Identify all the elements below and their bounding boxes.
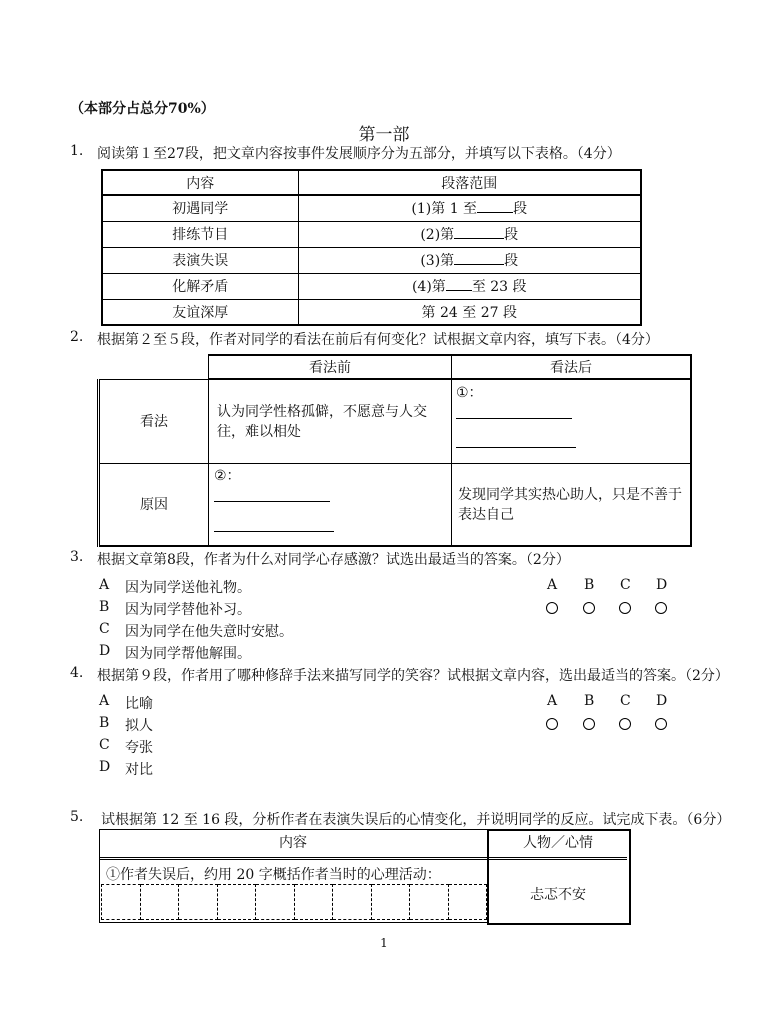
q5-col-content: 内容 — [279, 835, 307, 851]
answer-blank[interactable] — [477, 199, 513, 213]
q1-row — [102, 247, 641, 273]
q2-row-after: 发现同学其实热心助人，只是不善于表达自己 — [452, 463, 692, 546]
q1-row-range: (1)第 1 至 段 — [298, 195, 641, 221]
writing-grid — [101, 884, 487, 920]
answer-bubble-b[interactable] — [583, 718, 595, 730]
answer-letter: D — [656, 577, 668, 593]
answer-blank[interactable] — [454, 251, 504, 265]
answer-bubble-c[interactable] — [619, 602, 631, 614]
writing-cell[interactable] — [218, 884, 257, 920]
q2-row — [99, 379, 692, 463]
option-letter: D — [99, 759, 111, 775]
answer-bubble-a[interactable] — [546, 602, 558, 614]
q2-row-before: 认为同学性格孤僻，不愿意与人交往，难以相处 — [209, 379, 452, 463]
q1-row — [102, 195, 641, 221]
question-2-text: 根据第２至５段，作者对同学的看法在前后有何变化？试根据文章内容，填写下表。（4分） — [97, 332, 659, 348]
q1-row — [102, 273, 641, 299]
q1-row-range: (2)第 段 — [298, 221, 641, 247]
question-1-text: 阅读第１至27段，把文章内容按事件发展顺序分为五部分，并填写以下表格。（4分） — [97, 146, 621, 162]
answer-letter: A — [547, 577, 558, 593]
answer-letter: B — [584, 693, 595, 709]
q2-corner — [99, 355, 209, 379]
q1-row — [102, 221, 641, 247]
answer-line[interactable] — [214, 531, 334, 532]
writing-cell[interactable] — [333, 884, 372, 920]
option-text: 比喻 — [125, 696, 153, 712]
q2-answer-cell — [452, 379, 692, 463]
q1-row-label: 初遇同学 — [102, 195, 298, 221]
q5-row-marker: ①作者失误后，约用 20 字概括作者当时的心理活动： — [106, 867, 441, 883]
answer-line[interactable] — [214, 501, 330, 502]
question-4-text: 根据第９段，作者用了哪种修辞手法来描写同学的笑容？试根据文章内容，选出最适当的答案。（2分） — [97, 668, 729, 684]
q2-table-header — [99, 355, 692, 379]
answer-letter: D — [656, 693, 668, 709]
option-letter: B — [99, 599, 110, 615]
q2-col-before: 看法前 — [209, 355, 452, 379]
q1-table-header — [102, 170, 641, 195]
q2-answer-cell — [209, 463, 452, 546]
q2-row-label: 原因 — [99, 463, 209, 546]
q5-header-divider — [99, 857, 627, 860]
option-text: 因为同学帮他解围。 — [125, 646, 251, 662]
answer-blank[interactable] — [446, 277, 472, 291]
option-letter: A — [99, 577, 110, 593]
question-3-text: 根据文章第8段，作者为什么对同学心存感激？试选出最适当的答案。（2分） — [97, 552, 570, 568]
q1-row-range: (3)第 段 — [298, 247, 641, 273]
writing-cell[interactable] — [295, 884, 334, 920]
option-text: 因为同学送他礼物。 — [125, 580, 251, 596]
section-title: 第一部 — [358, 125, 410, 145]
option-text: 夸张 — [125, 740, 153, 756]
q1-table — [101, 169, 642, 326]
answer-letter: A — [547, 693, 558, 709]
answer-marker-2: ②： — [214, 468, 241, 484]
writing-cell[interactable] — [449, 884, 488, 920]
answer-bubble-c[interactable] — [619, 718, 631, 730]
writing-cell[interactable] — [372, 884, 411, 920]
section-header-note: （本部分占总分70%） — [70, 101, 215, 117]
answer-line[interactable] — [456, 447, 576, 448]
option-letter: C — [99, 737, 110, 753]
q1-col-range: 段落范围 — [298, 170, 641, 195]
answer-bubble-b[interactable] — [583, 602, 595, 614]
q1-row-label: 排练节目 — [102, 221, 298, 247]
q5-col-person: 人物／心情 — [523, 835, 593, 851]
answer-marker-1: ①： — [456, 385, 483, 401]
answer-line[interactable] — [456, 418, 572, 419]
option-letter: D — [99, 643, 111, 659]
q2-row — [99, 463, 692, 546]
q1-row-label: 化解矛盾 — [102, 273, 298, 299]
answer-letter: C — [620, 693, 631, 709]
answer-bubble-d[interactable] — [655, 718, 667, 730]
q5-row-right: 忐忑不安 — [530, 887, 586, 903]
writing-cell[interactable] — [141, 884, 180, 920]
q2-row-label: 看法 — [99, 379, 209, 463]
option-text: 因为同学替他补习。 — [125, 602, 251, 618]
q1-row-range: (4)第 至 23 段 — [298, 273, 641, 299]
question-5-text: 试根据第 12 至 16 段，分析作者在表演失误后的心情变化，并说明同学的反应。试完成下表。（6分） — [101, 812, 731, 828]
page-number: 1 — [380, 936, 388, 950]
question-number-2: 2. — [70, 329, 84, 345]
q1-row-label: 友谊深厚 — [102, 299, 298, 325]
option-text: 拟人 — [125, 718, 153, 734]
answer-bubble-d[interactable] — [655, 602, 667, 614]
option-letter: B — [99, 715, 110, 731]
writing-cell[interactable] — [256, 884, 295, 920]
q2-col-after: 看法后 — [452, 355, 692, 379]
option-letter: A — [99, 693, 110, 709]
writing-cell[interactable] — [410, 884, 449, 920]
question-number-5: 5. — [70, 809, 84, 825]
answer-letter: B — [584, 577, 595, 593]
option-text: 因为同学在他失意时安慰。 — [125, 624, 293, 640]
q2-table — [97, 354, 692, 547]
q1-row-label: 表演失误 — [102, 247, 298, 273]
answer-blank[interactable] — [454, 225, 504, 239]
question-number-3: 3. — [70, 549, 84, 565]
q1-row — [102, 299, 641, 325]
writing-cell[interactable] — [101, 884, 141, 920]
writing-cell[interactable] — [179, 884, 218, 920]
q1-row-range: 第 24 至 27 段 — [298, 299, 641, 325]
answer-bubble-a[interactable] — [546, 718, 558, 730]
option-text: 对比 — [125, 762, 153, 778]
answer-letter: C — [620, 577, 631, 593]
question-number-4: 4. — [70, 665, 84, 681]
option-letter: C — [99, 621, 110, 637]
question-number-1: 1. — [70, 143, 84, 159]
q1-col-content: 内容 — [102, 170, 298, 195]
